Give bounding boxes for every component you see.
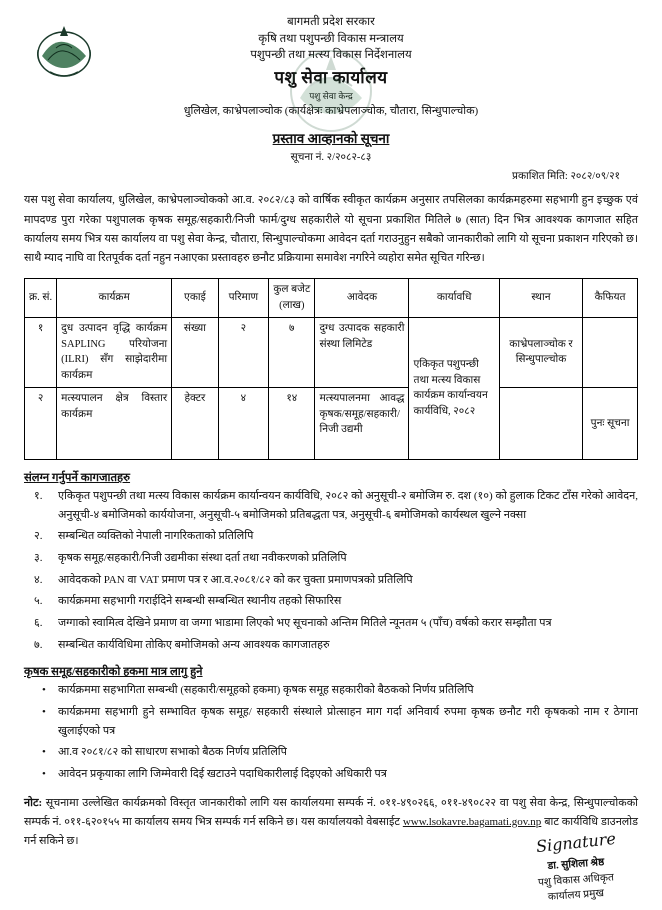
cell-remarks	[583, 317, 638, 387]
note-label: नोट:	[24, 796, 43, 809]
cell-applicant: दुग्ध उत्पादक सहकारी संस्था लिमिटेड	[315, 317, 409, 387]
list-item	[24, 549, 638, 568]
col-header-sn: क्र. सं.	[25, 279, 57, 318]
list-item-text: कार्यक्रममा सहभागी गराईदिने सम्बन्धी सम्बन्धित स्थानीय तहको सिफारिस	[58, 595, 342, 608]
list-item-text: कार्यक्रममा सहभागिता सम्बन्धी (सहकारी/समूहको हकमा) कृषक समूह सहकारीको बैठकको निर्णय प्रतिलिपि	[58, 684, 474, 697]
list-item-text: कार्यक्रममा सहभागी हुने सम्भावित कृषक समूह/ सहकारी संस्थाले प्रोत्साहन माग गर्दा अनिवार्य रुपमा कृषक छनौट गरी कृषकको नाम र ठेगाना खुलाईएको पत्र	[58, 706, 638, 737]
cell-budget: ७	[269, 317, 315, 387]
page-bottom-edge	[0, 906, 662, 910]
signer-name: डा. सुशिला श्रेष्ठ	[547, 856, 605, 872]
list-item-text: सम्बन्धित व्यक्तिको नेपाली नागरिकताको प्रतिलिपि	[58, 530, 254, 543]
list-item-text: कृषक समूह/सहकारी/निजी उद्यमीका संस्था दर्ता तथा नवीकरणको प्रतिलिपि	[58, 551, 347, 564]
list-item-text: आवेदन प्रकृयाका लागि जिम्मेवारी दिई खटाउने पदाधिकारीलाई दिइएको अधिकारी पत्र	[58, 768, 387, 781]
list-marker: १.	[34, 489, 43, 502]
list-item	[24, 765, 638, 784]
col-header-place: स्थान	[499, 279, 582, 318]
col-header-duration: कार्यावधि	[409, 279, 499, 318]
signature-block	[535, 828, 617, 904]
document-header	[24, 14, 638, 165]
documents-list	[24, 487, 638, 655]
list-marker: ५.	[34, 595, 43, 608]
cell-duration: एकिकृत पशुपन्छी तथा मत्स्य विकास कार्यक्रम कार्यान्वयन कार्यविधि, २०८२	[409, 317, 499, 459]
cell-budget: १४	[269, 387, 315, 459]
list-item	[24, 743, 638, 762]
list-marker: २.	[34, 530, 43, 543]
group-requirements-list	[24, 681, 638, 783]
bullet-icon: •	[42, 768, 46, 781]
header-line-address: धुलिखेल, काभ्रेपलाञ्चोक (कार्यक्षेत्रः काभ्रेपलाञ्चोक, चौतारा, सिन्धुपाल्चोक)	[183, 104, 479, 117]
cell-program: मत्स्यपालन क्षेत्र विस्तार कार्यक्रम	[57, 387, 172, 459]
col-header-quantity: परिमाण	[218, 279, 268, 318]
list-item-text: जग्गाको स्वामित्व देखिने प्रमाण वा जग्गा भाडामा लिएको भए सूचनाको अन्तिम मितिले न्यूनतम ५ (पाँच) वर्षको करार सम्झौता पत्र	[58, 617, 552, 630]
published-date: प्रकाशित मिति: २०८२/०९/२१	[512, 171, 620, 183]
header-line-directorate: पशुपन्छी तथा मत्स्य विकास निर्देशनालय	[250, 49, 412, 62]
list-item-text: एकिकृत पशुपन्छी तथा मत्स्य विकास कार्यक्रम कार्यान्वयन कार्यविधि, २०८२ को अनुसूची-२ बमोजिम रु. दश (१०) को हुलाक टिकट टाँस गरेको आवेदन, अनुसूची-४ बमोजिमको कार्ययोजना, अनुसूची-५ बमोजिमको प्रतिबद्धता पत्र, अनुसूची-६ बमोजिमको कार्यस्थल खुल्ने नक्सा	[58, 489, 638, 521]
nepal-government-emblem-icon	[34, 20, 94, 84]
table-row	[25, 317, 638, 387]
list-item	[24, 571, 638, 590]
cell-quantity: ४	[218, 387, 268, 459]
programs-table	[24, 278, 638, 460]
list-marker: ६.	[34, 617, 43, 630]
list-marker: ४.	[34, 573, 43, 586]
cell-place	[499, 387, 582, 459]
office-name: पशु सेवा कार्यालय	[274, 68, 388, 88]
bullet-icon: •	[42, 684, 46, 697]
cell-sn: २	[25, 387, 57, 459]
col-header-applicant: आवेदक	[315, 279, 409, 318]
cell-unit: हेक्टर	[172, 387, 218, 459]
col-header-unit: एकाई	[172, 279, 218, 318]
note-text-after: बाट कार्यविधि डाउनलोड गर्न सकिने छ।	[24, 816, 639, 848]
office-subname: पशु सेवा केन्द्र	[309, 90, 353, 101]
col-header-program: कार्यक्रम	[57, 279, 172, 318]
cell-program: दुध उत्पादन वृद्धि कार्यक्रम SAPLING परियोजना (ILRI) सँग साझेदारीमा कार्यक्रम	[57, 317, 172, 387]
list-item	[24, 703, 638, 740]
list-item	[24, 527, 638, 546]
list-item	[24, 636, 638, 655]
documents-section-title: संलग्न गर्नुपर्ने कागजातहरु	[24, 471, 131, 484]
list-marker: ३.	[34, 551, 43, 564]
cell-remarks: पुनः सूचना	[583, 387, 638, 459]
group-section-title: कृषक समूह/सहकारीको हकमा मात्र लागु हुने	[24, 666, 203, 679]
bullet-icon: •	[42, 746, 46, 759]
website-link[interactable]: www.lsokavre.bagamati.gov.np	[402, 816, 542, 829]
cell-applicant: मत्स्यपालनमा आवद्ध कृषक/समूह/सहकारी/निजी उद्यमी	[315, 387, 409, 459]
intro-paragraph: यस पशु सेवा कार्यालय, धुलिखेल, काभ्रेपलाञ्चोकको आ.व. २०८२/८३ को वार्षिक स्वीकृत कार्यक्रम अनुसार तपसिलका कार्यक्रमहरुमा सहभागी हुन इच्छुक एवं मापदण्ड पुरा गरेका पशुपालक कृषक समूह/सहकारी/निजी फार्म/दुग्ध सहकारीले यो सूचना प्रकाशित मितिले ७ (सात) दिन भित्र आवश्यक कागजात सहित कार्यालय समय भित्र यस कार्यालय वा पशु सेवा केन्द्र, चौतारा, सिन्धुपाल्चोकमा आवेदन दर्ता गराउनुहुन सबैको जानकारीको लागि यो सूचना प्रकाशन गरिएको छ। साथै म्याद नाघि वा रितपूर्वक दर्ता नहुन नआएका प्रस्तावहरु छनौट प्रक्रियामा समावेश नगरिने व्यहोरा समेत सूचित गरिन्छ।	[24, 194, 638, 265]
cell-sn: १	[25, 317, 57, 387]
header-line-province: बागमती प्रदेश सरकार	[287, 16, 375, 28]
list-item-text: सम्बन्धित कार्यविधिमा तोकिए बमोजिमको अन्य आवश्यक कागजातहरु	[58, 638, 330, 651]
list-item-text: आ.व २०८१/८२ को साधारण सभाको बैठक निर्णय प्रतिलिपि	[58, 746, 287, 759]
header-line-ministry: कृषि तथा पशुपन्छी विकास मन्त्रालय	[258, 32, 404, 45]
table-header-row	[25, 279, 638, 318]
page-title: प्रस्ताव आव्हानको सूचना	[272, 130, 390, 146]
handwritten-signature: Signature	[535, 828, 617, 856]
list-item	[24, 592, 638, 611]
table-row	[25, 387, 638, 459]
list-marker: ७.	[34, 638, 43, 651]
cell-place: काभ्रेपलाञ्चोक र सिन्धुपाल्चोक	[499, 317, 582, 387]
list-item	[24, 681, 638, 700]
cell-quantity: २	[218, 317, 268, 387]
list-item	[24, 614, 638, 633]
note-text: सूचनामा उल्लेखित कार्यक्रमको विस्तृत जानकारीको लागि यस कार्यालयमा सम्पर्क नं. ०११-४९०२६६, ०११-४९०८२२ वा पशु सेवा केन्द्र, सिन्धुपाल्चोकको सम्पर्क नं. ०११-६२०१५५ मा कार्यालय समय भित्र सम्पर्क गर्न सकिने छ। यस कार्यालयको वेबसाईट	[24, 796, 638, 829]
signer-role: कार्यालय प्रमुख	[547, 888, 605, 904]
list-item	[24, 487, 638, 524]
col-header-budget: कुल बजेट (लाख)	[269, 279, 315, 318]
signer-post: पशु विकास अधिकृत	[537, 871, 615, 889]
notice-number: सूचना नं. २/२०८२-८३	[290, 152, 372, 164]
list-item-text: आवेदकको PAN वा VAT प्रमाण पत्र र आ.व.२०८१/८२ को कर चुक्ता प्रमाणपत्रको प्रतिलिपि	[58, 573, 413, 586]
col-header-remarks: कैफियत	[583, 279, 638, 318]
bullet-icon: •	[42, 706, 46, 719]
cell-unit: संख्या	[172, 317, 218, 387]
